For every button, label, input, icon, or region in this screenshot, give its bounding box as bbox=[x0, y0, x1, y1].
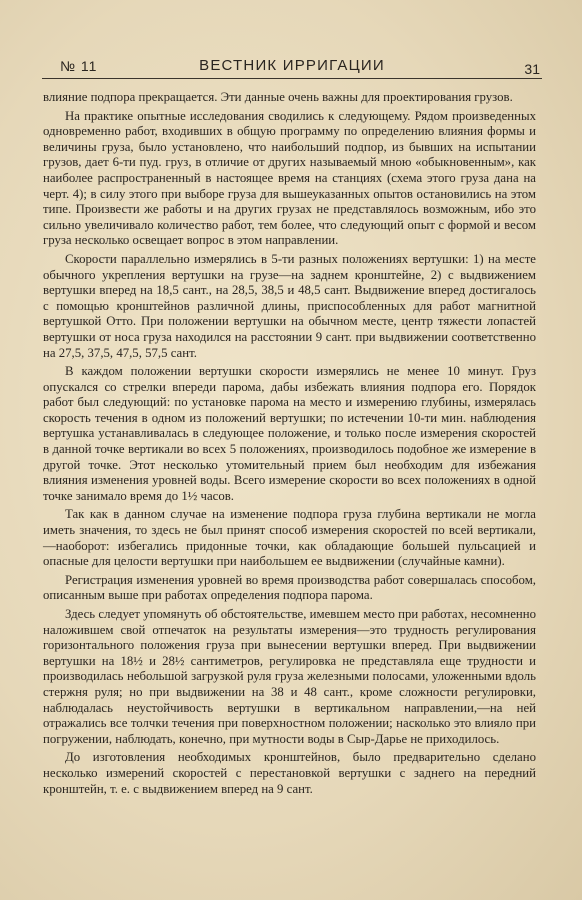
paragraph-8: До изготовления необходимых кронштейнов, было предварительно сделано несколько измерений скоростей с перестановкой вертушки с заднего на передний кронштейн, т. е. с выдвижением вперед на 9 сант. bbox=[43, 750, 536, 796]
page-number: 31 bbox=[524, 61, 540, 77]
paragraph-2: На практике опытные исследования сводились к следующему. Рядом произведенных одновременно работ, входивших в общую программу по определению влияния формы и величины груза, было установлено, что наибольший подпор, из бывших на испытании грузов, дает 6-ти пуд. груз, в отличие от других называемый мною «обыкновенным», как наиболее распространенный в настоящее время на станциях (схема этого груза дана на черт. 4); в силу этого при выборе груза для вышеуказанных опытов остановились на этом типе. Произвести же работы и на других грузах не представлялось возможным, ибо это сильно увеличивало количество работ, тем более, что следующий опыт с формой и весом груза несколько освещает вопрос в этом направлении. bbox=[43, 108, 536, 248]
header-rule bbox=[42, 78, 542, 79]
paragraph-6: Регистрация изменения уровней во время производства работ совершалась способом, описанным выше при работах определения подпора парома. bbox=[43, 572, 536, 603]
article-body bbox=[43, 90, 536, 797]
paragraph-3: Скорости параллельно измерялись в 5-ти разных положениях вертушки: 1) на месте обычного укрепления вертушки на грузе—на заднем кронштейне, 2) с выдвижением вертушки вперед на 18,5 сант., на 28,5, 38,5 и 48,5 сант. Выдвижение вперед достигалось с помощью кронштейнов различной длины, приспособленных для работ магнитной вертушкой Отто. При положении вертушки на обычном месте, центр тяжести лопастей вертушки от носа груза находился на расстоянии 9 сант. при выдвижении соответственно на 27,5, 37,5, 47,5, 57,5 сант. bbox=[43, 251, 536, 360]
issue-number: № 11 bbox=[60, 58, 98, 74]
journal-title: ВЕСТНИК ИРРИГАЦИИ bbox=[199, 57, 385, 74]
paragraph-7: Здесь следует упомянуть об обстоятельстве, имевшем место при работах, несомненно наложившем свой отпечаток на результаты измерения—это трудность регулирования горизонтального положения груза при вынесении вертушки вперед. При выдвижении вертушки на 18½ и 28½ сантиметров, регулировка не представляла еще трудности и производилась небольшой загрузкой руля груза железными полосами, уложенными вдоль стержня руля; но при выдвижении на 38 и 48 сант., кроме сложности регулировки, наблюдалась неустойчивость вертушки в вертикальном направлении,—на ней отражались все толчки течения при поверхностном положении; насколько это влияло при погружении, наблюдать, конечно, при мутности воды в Сыр-Дарье не приходилось. bbox=[43, 607, 536, 746]
running-header bbox=[42, 56, 542, 78]
paragraph-4: В каждом положении вертушки скорости измерялись не менее 10 минут. Груз опускался со стрелки впереди парома, дабы избежать влияния подпора его. Порядок работ был следующий: по установке парома на место и измерению глубины, измерялась скорость течения в одном из положений вертушки; по истечении 10-ти мин. наблюдения вертушка устанавливалась в следующее положение, и только после измерения скоростей в данной точке вертикали во всех 5 положениях, производилось подобное же измерение в другой точке. Этот несколько утомительный прием был необходим для избежания влияния изменения уровней воды. Всего измерение скорости во всех положениях в одной точке занимало время до 1½ часов. bbox=[43, 364, 536, 503]
paragraph-1: влияние подпора прекращается. Эти данные очень важны для проектирования грузов. bbox=[43, 90, 513, 104]
paragraph-5: Так как в данном случае на изменение подпора груза глубина вертикали не могла иметь значения, то здесь не был принят способ измерения скоростей по всей вертикали,—наоборот: избегались придонные точки, как обладающие большей пульсацией и опасные для целости вертушки при наибольшем ее выдвижении (случайные камни). bbox=[43, 507, 536, 569]
